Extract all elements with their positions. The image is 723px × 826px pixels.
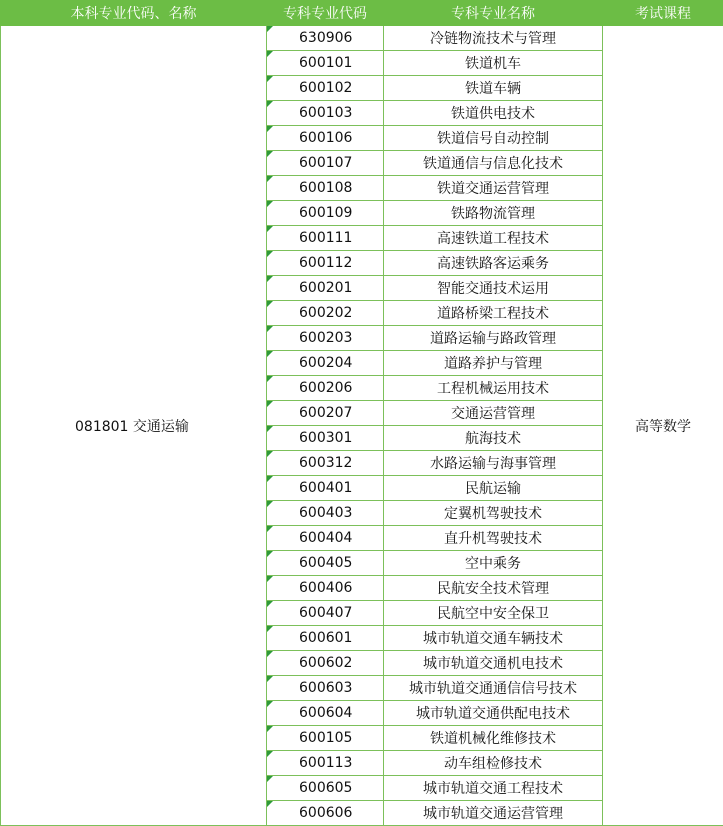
associate-code-text: 600603 xyxy=(299,680,353,696)
associate-name-cell: 水路运输与海事管理 xyxy=(384,451,603,476)
associate-code-text: 600605 xyxy=(299,780,353,796)
associate-code-text: 600202 xyxy=(299,305,353,321)
cell-corner-marker-icon xyxy=(267,26,273,32)
associate-code-text: 600103 xyxy=(299,105,353,121)
cell-corner-marker-icon xyxy=(267,301,273,307)
associate-code-cell xyxy=(267,726,384,751)
associate-name-cell: 民航安全技术管理 xyxy=(384,576,603,601)
associate-name-cell: 城市轨道交通车辆技术 xyxy=(384,626,603,651)
cell-corner-marker-icon xyxy=(267,376,273,382)
associate-code-text: 600602 xyxy=(299,655,353,671)
associate-code-cell xyxy=(267,351,384,376)
cell-corner-marker-icon xyxy=(267,426,273,432)
cell-corner-marker-icon xyxy=(267,351,273,357)
associate-code-text: 600401 xyxy=(299,480,353,496)
cell-corner-marker-icon xyxy=(267,551,273,557)
cell-corner-marker-icon xyxy=(267,751,273,757)
associate-code-cell xyxy=(267,126,384,151)
cell-corner-marker-icon xyxy=(267,501,273,507)
associate-name-cell: 动车组检修技术 xyxy=(384,751,603,776)
associate-name-cell: 航海技术 xyxy=(384,426,603,451)
associate-name-cell: 工程机械运用技术 xyxy=(384,376,603,401)
associate-code-cell xyxy=(267,526,384,551)
associate-code-cell xyxy=(267,601,384,626)
associate-code-cell xyxy=(267,651,384,676)
associate-name-cell: 铁道机械化维修技术 xyxy=(384,726,603,751)
cell-corner-marker-icon xyxy=(267,776,273,782)
header-associate-name: 专科专业名称 xyxy=(384,1,603,26)
exam-course-cell: 高等数学 xyxy=(603,26,723,826)
associate-code-cell xyxy=(267,776,384,801)
associate-code-text: 600102 xyxy=(299,80,353,96)
header-bachelor-major: 本科专业代码、名称 xyxy=(1,1,267,26)
associate-code-cell xyxy=(267,626,384,651)
associate-code-cell xyxy=(267,501,384,526)
associate-code-cell xyxy=(267,101,384,126)
associate-code-text: 600101 xyxy=(299,55,353,71)
cell-corner-marker-icon xyxy=(267,401,273,407)
associate-code-text: 600201 xyxy=(299,280,353,296)
associate-code-text: 600109 xyxy=(299,205,353,221)
associate-code-text: 600407 xyxy=(299,605,353,621)
associate-name-cell: 定翼机驾驶技术 xyxy=(384,501,603,526)
associate-code-text: 600204 xyxy=(299,355,353,371)
cell-corner-marker-icon xyxy=(267,626,273,632)
associate-name-cell: 铁路物流管理 xyxy=(384,201,603,226)
associate-code-text: 600406 xyxy=(299,580,353,596)
associate-code-cell xyxy=(267,326,384,351)
cell-corner-marker-icon xyxy=(267,151,273,157)
associate-code-cell xyxy=(267,401,384,426)
associate-code-text: 600107 xyxy=(299,155,353,171)
associate-name-cell: 直升机驾驶技术 xyxy=(384,526,603,551)
associate-name-cell: 城市轨道交通运营管理 xyxy=(384,801,603,826)
associate-code-cell xyxy=(267,751,384,776)
associate-name-cell: 城市轨道交通通信信号技术 xyxy=(384,676,603,701)
cell-corner-marker-icon xyxy=(267,726,273,732)
associate-code-cell xyxy=(267,226,384,251)
associate-code-text: 600113 xyxy=(299,755,353,771)
associate-name-cell: 民航运输 xyxy=(384,476,603,501)
cell-corner-marker-icon xyxy=(267,126,273,132)
associate-code-cell xyxy=(267,426,384,451)
associate-code-cell xyxy=(267,251,384,276)
associate-code-text: 600301 xyxy=(299,430,353,446)
cell-corner-marker-icon xyxy=(267,251,273,257)
associate-name-cell: 民航空中安全保卫 xyxy=(384,601,603,626)
associate-name-cell: 城市轨道交通供配电技术 xyxy=(384,701,603,726)
associate-code-text: 600206 xyxy=(299,380,353,396)
cell-corner-marker-icon xyxy=(267,176,273,182)
associate-name-cell: 智能交通技术运用 xyxy=(384,276,603,301)
associate-name-cell: 高速铁路客运乘务 xyxy=(384,251,603,276)
associate-code-text: 600105 xyxy=(299,730,353,746)
associate-name-cell: 冷链物流技术与管理 xyxy=(384,26,603,51)
associate-name-cell: 城市轨道交通工程技术 xyxy=(384,776,603,801)
associate-code-cell xyxy=(267,276,384,301)
cell-corner-marker-icon xyxy=(267,326,273,332)
cell-corner-marker-icon xyxy=(267,601,273,607)
associate-code-text: 600112 xyxy=(299,255,353,271)
associate-code-text: 600111 xyxy=(299,230,353,246)
cell-corner-marker-icon xyxy=(267,476,273,482)
cell-corner-marker-icon xyxy=(267,801,273,807)
associate-code-cell xyxy=(267,26,384,51)
associate-name-cell: 道路养护与管理 xyxy=(384,351,603,376)
cell-corner-marker-icon xyxy=(267,276,273,282)
associate-code-cell xyxy=(267,376,384,401)
associate-code-text: 600207 xyxy=(299,405,353,421)
cell-corner-marker-icon xyxy=(267,201,273,207)
associate-code-text: 600405 xyxy=(299,555,353,571)
associate-name-cell: 道路桥梁工程技术 xyxy=(384,301,603,326)
associate-code-cell xyxy=(267,301,384,326)
cell-corner-marker-icon xyxy=(267,101,273,107)
associate-code-cell xyxy=(267,576,384,601)
associate-code-text: 600106 xyxy=(299,130,353,146)
cell-corner-marker-icon xyxy=(267,701,273,707)
cell-corner-marker-icon xyxy=(267,576,273,582)
cell-corner-marker-icon xyxy=(267,76,273,82)
associate-name-cell: 铁道车辆 xyxy=(384,76,603,101)
associate-code-text: 600203 xyxy=(299,330,353,346)
associate-name-cell: 交通运营管理 xyxy=(384,401,603,426)
header-row xyxy=(1,1,723,26)
associate-code-cell xyxy=(267,176,384,201)
associate-code-text: 600312 xyxy=(299,455,353,471)
associate-code-text: 600606 xyxy=(299,805,353,821)
associate-code-cell xyxy=(267,76,384,101)
associate-code-text: 600601 xyxy=(299,630,353,646)
associate-code-cell xyxy=(267,701,384,726)
associate-name-cell: 空中乘务 xyxy=(384,551,603,576)
associate-code-cell xyxy=(267,551,384,576)
associate-code-text: 630906 xyxy=(299,30,353,46)
associate-code-cell xyxy=(267,801,384,826)
associate-code-text: 600108 xyxy=(299,180,353,196)
cell-corner-marker-icon xyxy=(267,451,273,457)
cell-corner-marker-icon xyxy=(267,651,273,657)
associate-code-cell xyxy=(267,676,384,701)
associate-name-cell: 铁道通信与信息化技术 xyxy=(384,151,603,176)
cell-corner-marker-icon xyxy=(267,676,273,682)
associate-code-cell xyxy=(267,476,384,501)
header-associate-code: 专科专业代码 xyxy=(267,1,384,26)
associate-code-cell xyxy=(267,451,384,476)
associate-code-text: 600604 xyxy=(299,705,353,721)
header-exam-course: 考试课程 xyxy=(603,1,723,26)
table-row xyxy=(1,26,723,51)
associate-code-cell xyxy=(267,51,384,76)
associate-name-cell: 铁道交通运营管理 xyxy=(384,176,603,201)
cell-corner-marker-icon xyxy=(267,51,273,57)
associate-name-cell: 铁道供电技术 xyxy=(384,101,603,126)
associate-name-cell: 高速铁道工程技术 xyxy=(384,226,603,251)
cell-corner-marker-icon xyxy=(267,226,273,232)
cell-corner-marker-icon xyxy=(267,526,273,532)
associate-name-cell: 城市轨道交通机电技术 xyxy=(384,651,603,676)
associate-code-text: 600404 xyxy=(299,530,353,546)
associate-name-cell: 铁道信号自动控制 xyxy=(384,126,603,151)
associate-name-cell: 道路运输与路政管理 xyxy=(384,326,603,351)
associate-code-cell xyxy=(267,201,384,226)
associate-name-cell: 铁道机车 xyxy=(384,51,603,76)
bachelor-major-cell: 081801 交通运输 xyxy=(1,26,267,826)
associate-code-text: 600403 xyxy=(299,505,353,521)
associate-code-cell xyxy=(267,151,384,176)
